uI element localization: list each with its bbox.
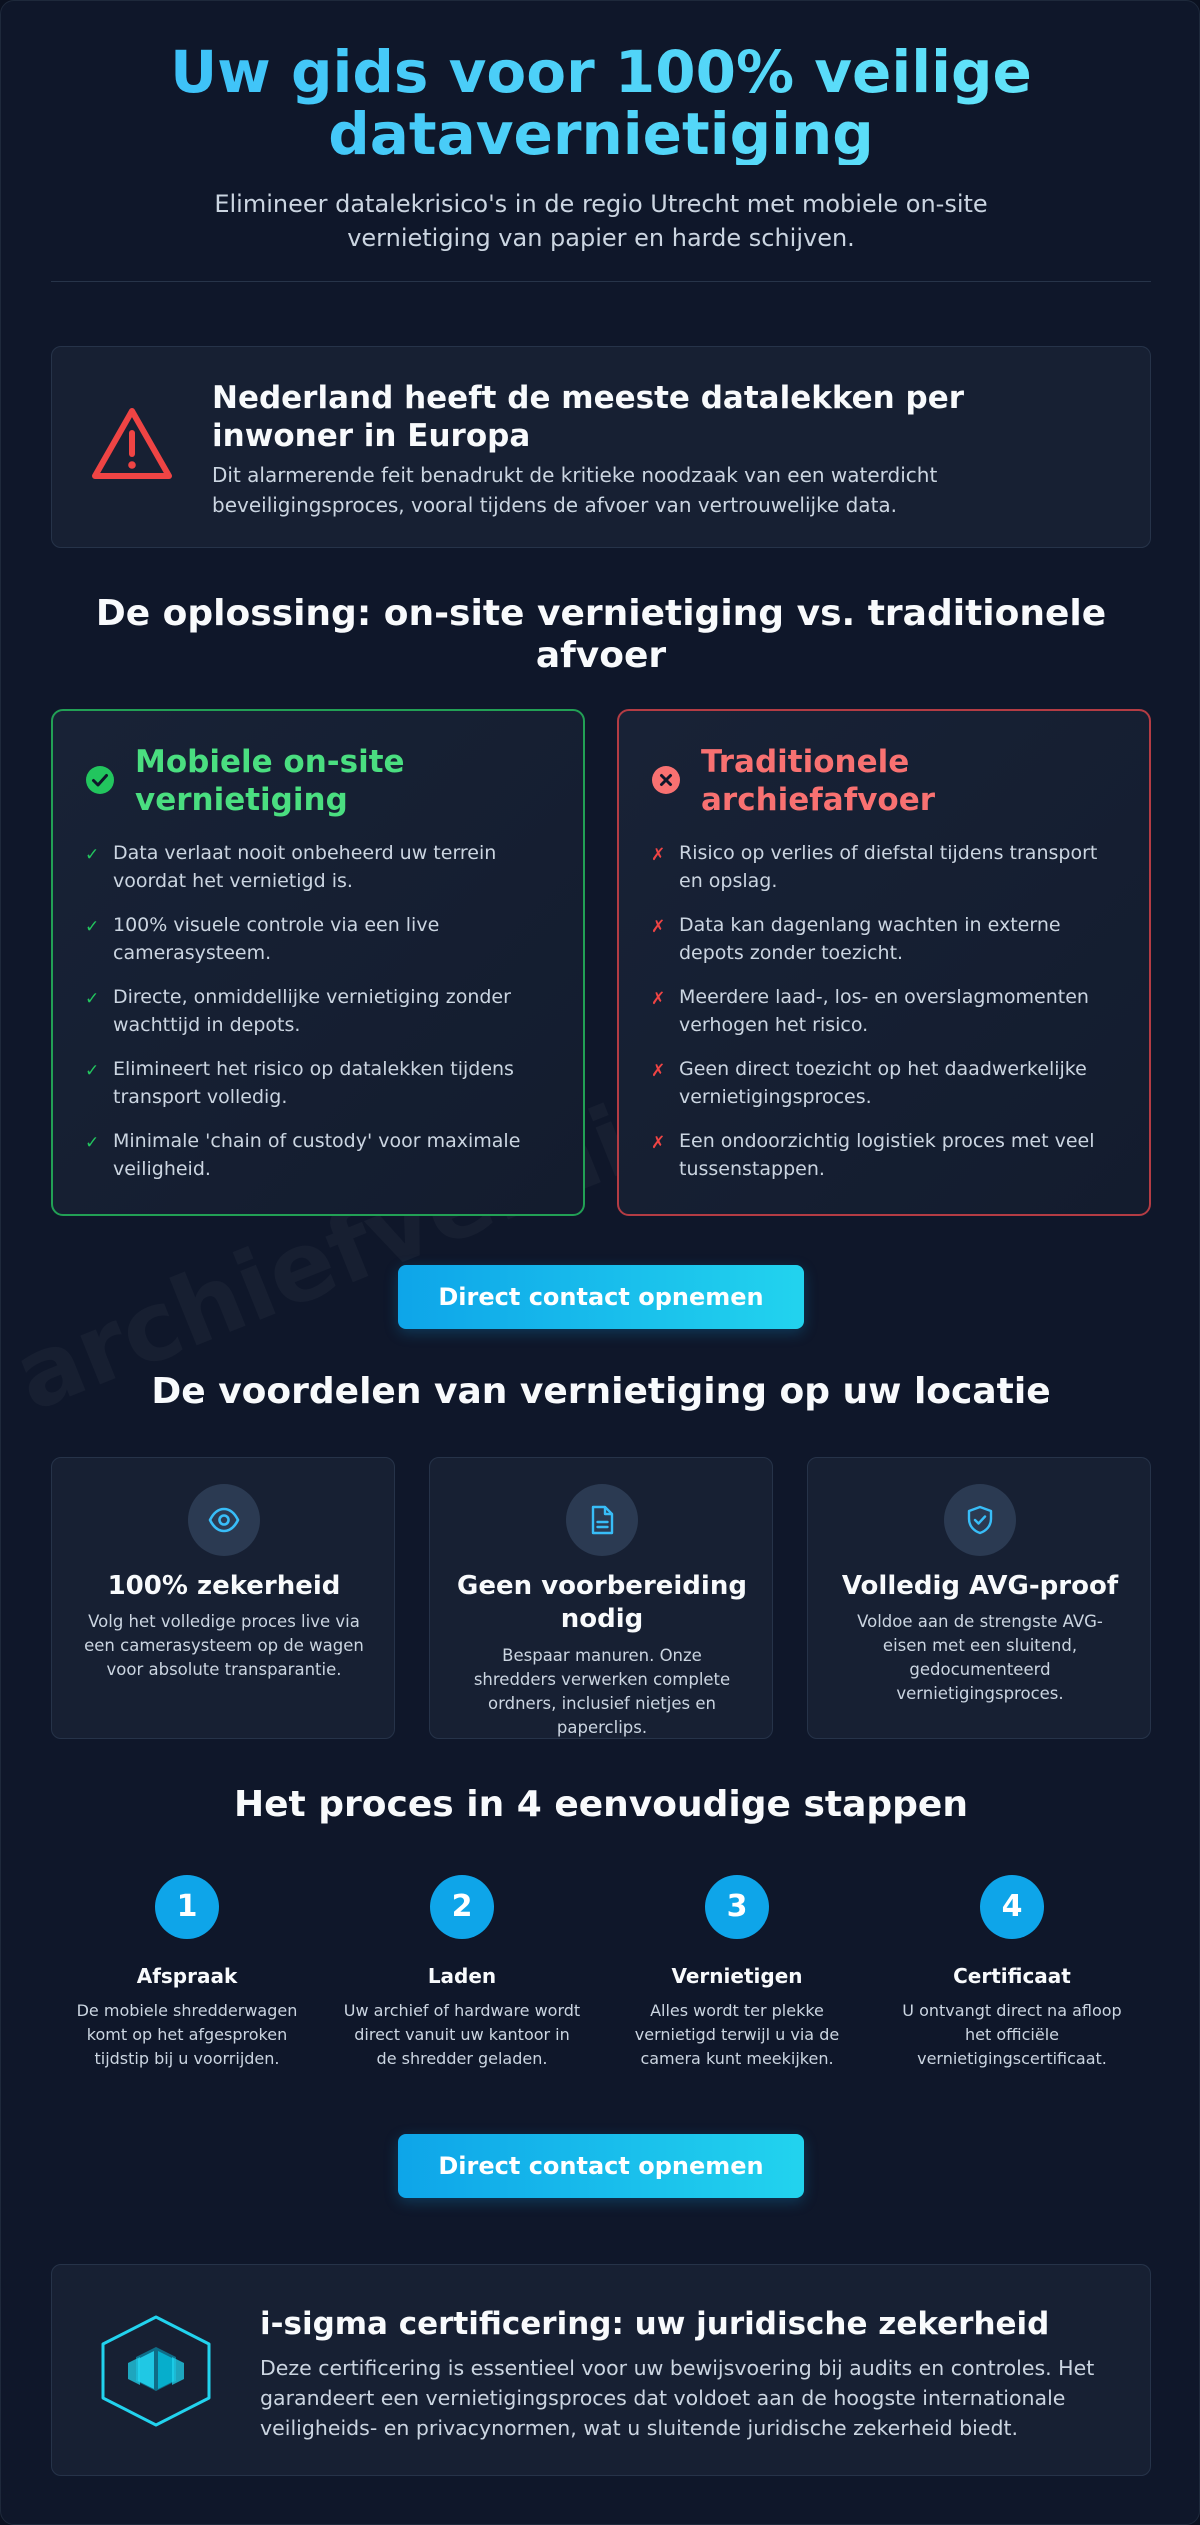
list-item: ✗ Een ondoorzichtig logistiek proces met veel tussenstappen. [651,1130,1095,1180]
benefit-text: Voldoe aan de strengste AVG-eisen met een sluitend, gedocumenteerd vernietigingsproces. [857,1612,1103,1703]
step-text: De mobiele shredderwagen komt op het afgesproken tijdstip bij u voorrijden. [76,2001,298,2068]
benefit-title: 100% zekerheid [107,1571,341,1601]
divider [51,281,1151,282]
list-item: ✓ Data verlaat nooit onbeheerd uw terrein voordat het vernietigd is. [85,842,497,892]
eye-icon [208,1504,240,1536]
process-step [607,1875,867,2071]
step-text: U ontvangt direct na afloop het officiële vernietigingscertificaat. [902,2001,1122,2068]
alert-title: Nederland heeft de meeste datalekken per inwoner in Europa [212,380,965,454]
list-item: ✗ Data kan dagenlang wachten in externe depots zonder toezicht. [651,914,1061,964]
list-item: ✗ Risico op verlies of diefstal tijdens transport en opslag. [651,842,1098,892]
cross-icon: ✗ [651,1133,666,1153]
page-subtitle: Elimineer datalekrisico's in de regio Utrecht met mobiele on-site vernietiging van papier en harde schijven. [214,190,988,252]
process-title: Het proces in 4 eenvoudige stappen [234,1784,968,1825]
i-sigma-logo [92,2311,220,2431]
step-title: Laden [427,1964,497,1988]
x-circle-icon [651,765,681,795]
document-icon [586,1504,618,1536]
check-circle-icon [85,765,115,795]
check-icon: ✓ [85,989,100,1009]
list-item: ✗ Geen direct toezicht op het daadwerkelijke vernietigingsproces. [651,1058,1087,1108]
solution-title: De oplossing: on-site vernietiging vs. traditionele afvoer [95,593,1107,676]
process-step [332,1875,592,2071]
benefits-title: De voordelen van vernietiging op uw locatie [151,1371,1051,1412]
contact-button[interactable]: Direct contact opnemen [398,1265,804,1329]
benefit-title: Volledig AVG-proof [841,1571,1119,1601]
cross-icon: ✗ [651,917,666,937]
certification-title: i-sigma certificering: uw juridische zekerheid [260,2306,1050,2342]
list-item: ✓ Minimale 'chain of custody' voor maximale veiligheid. [85,1130,521,1180]
check-icon: ✓ [85,1061,100,1081]
benefit-title: Geen voorbereiding nodig [457,1571,747,1634]
traditional-card-title: Traditionele archiefafvoer [701,744,936,818]
cross-icon: ✗ [651,989,666,1009]
list-item: ✓ Directe, onmiddellijke vernietiging zonder wachttijd in depots. [85,986,511,1036]
benefit-text: Bespaar manuren. Onze shredders verwerken complete ordners, inclusief nietjes en paperclips. [473,1646,731,1737]
step-text: Uw archief of hardware wordt direct vanuit uw kantoor in de shredder geladen. [343,2001,581,2068]
process-step [57,1875,317,2071]
hero [51,38,1151,255]
step-title: Vernietigen [671,1964,803,1988]
alert-box [51,346,1151,548]
onsite-list [85,839,555,1199]
step-title: Certificaat [953,1964,1071,1988]
certification-box [51,2264,1151,2476]
certification-text: Deze certificering is essentieel voor uw bewijsvoering bij audits en controles. Het garandeert een vernietigingsproces dat voldoet aan de hoogste internationale veiligheids- en privacynormen, wat u sluitende juridische zekerheid biedt. [260,2356,1095,2440]
benefit-text: Volg het volledige proces live via een camerasysteem op de wagen voor absolute transparantie. [84,1612,364,1679]
check-icon: ✓ [85,845,100,865]
check-icon: ✓ [85,917,100,937]
benefit-card [807,1457,1151,1739]
page-title: Uw gids voor 100% veilige datavernietiging [51,41,1151,165]
list-item: ✓ Elimineert het risico op datalekken tijdens transport volledig. [85,1058,514,1108]
alert-text: Dit alarmerende feit benadrukt de kritieke noodzaak van een waterdicht beveiligingsproces, vooral tijdens de afvoer van vertrouwelijke data. [212,463,938,517]
step-title: Afspraak [136,1964,238,1988]
list-item: ✗ Meerdere laad-, los- en overslagmomenten verhogen het risico. [651,986,1089,1036]
cross-icon: ✗ [651,1061,666,1081]
traditional-list [651,839,1121,1199]
step-text: Alles wordt ter plekke vernietigd terwijl u via de camera kunt meekijken. [634,2001,840,2068]
list-item: ✓ 100% visuele controle via een live camerasysteem. [85,914,440,964]
onsite-card [51,709,585,1216]
step-number: 2 [430,1875,494,1939]
check-icon: ✓ [85,1133,100,1153]
warning-icon [90,405,174,483]
benefit-card [51,1457,395,1739]
step-number: 1 [155,1875,219,1939]
shield-check-icon [964,1504,996,1536]
onsite-card-title: Mobiele on-site vernietiging [135,744,405,818]
process-step [882,1875,1142,2071]
contact-button[interactable]: Direct contact opnemen [398,2134,804,2198]
traditional-card [617,709,1151,1216]
benefit-card [429,1457,773,1739]
step-number: 4 [980,1875,1044,1939]
cross-icon: ✗ [651,845,666,865]
step-number: 3 [705,1875,769,1939]
